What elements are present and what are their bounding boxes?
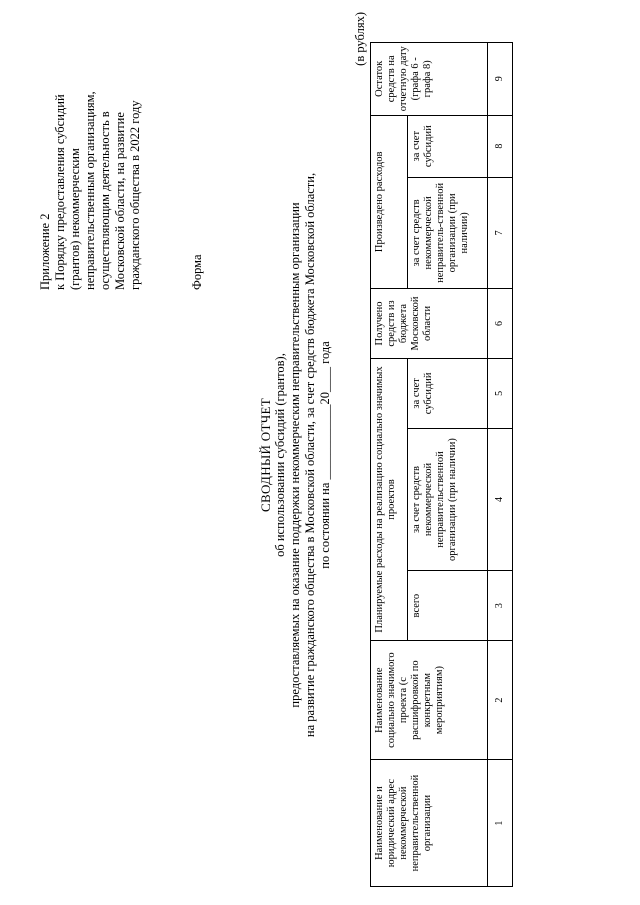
header-planned-own: за счет средств некоммерческой неправительственной организации (при наличии) bbox=[408, 428, 488, 570]
column-number-row bbox=[488, 43, 513, 887]
header-balance: Остаток средств на отчетную дату (графа 6 - графа 8) bbox=[371, 43, 488, 116]
appendix-line: неправительственным организациям, bbox=[83, 91, 97, 290]
table-header-row bbox=[371, 43, 408, 887]
header-received: Получено средств из бюджета Московской области bbox=[371, 289, 488, 359]
header-spent-group: Произведено расходов bbox=[371, 115, 408, 288]
column-number: 2 bbox=[488, 641, 513, 760]
column-number: 4 bbox=[488, 428, 513, 570]
column-number: 3 bbox=[488, 571, 513, 641]
form-label: Форма bbox=[190, 254, 204, 290]
header-spent-own: за счет средств некоммерческой неправитель-ственной организации (при наличии) bbox=[408, 177, 488, 288]
header-planned-total: всего bbox=[408, 571, 488, 641]
header-org: Наименование и юридический адрес некоммерческой неправительственной организации bbox=[371, 760, 488, 887]
report-title-block bbox=[258, 65, 333, 845]
appendix-line: гражданского общества в 2022 году bbox=[128, 100, 142, 290]
appendix-line: осуществляющим деятельность в bbox=[98, 111, 112, 290]
units-label: (в рублях) bbox=[353, 12, 367, 66]
appendix-line: Приложение 2 bbox=[38, 213, 52, 290]
report-subtitle: предоставляемых на оказание поддержки некоммерческим неправительственным организации bbox=[288, 202, 302, 708]
column-number: 9 bbox=[488, 43, 513, 116]
header-spent-subsidy: за счет субсидий bbox=[408, 115, 488, 177]
header-planned-group: Планируемые расходы на реализацию социально значимых проектов bbox=[371, 358, 408, 640]
report-date-line: по состоянии на ____________20____ года bbox=[318, 341, 332, 569]
report-heading: СВОДНЫЙ ОТЧЕТ bbox=[258, 398, 273, 512]
appendix-line: к Порядку предоставления субсидий bbox=[53, 94, 67, 290]
column-number: 7 bbox=[488, 177, 513, 288]
column-number: 8 bbox=[488, 115, 513, 177]
appendix-line: (грантов) некоммерческим bbox=[68, 148, 82, 290]
report-table bbox=[370, 42, 513, 887]
column-number: 1 bbox=[488, 760, 513, 887]
header-planned-subsidy: за счет субсидий bbox=[408, 358, 488, 428]
appendix-line: Московской области, на развитие bbox=[113, 112, 127, 290]
appendix-block bbox=[38, 30, 143, 290]
column-number: 6 bbox=[488, 289, 513, 359]
report-subtitle: на развитие гражданского общества в Московской области, за счет средств бюджета Московской области, bbox=[303, 172, 317, 738]
report-subtitle: об использовании субсидий (грантов), bbox=[273, 353, 287, 557]
header-project: Наименование социально значимого проекта (с расшифровкой по конкретным мероприятиям) bbox=[371, 641, 488, 760]
column-number: 5 bbox=[488, 358, 513, 428]
